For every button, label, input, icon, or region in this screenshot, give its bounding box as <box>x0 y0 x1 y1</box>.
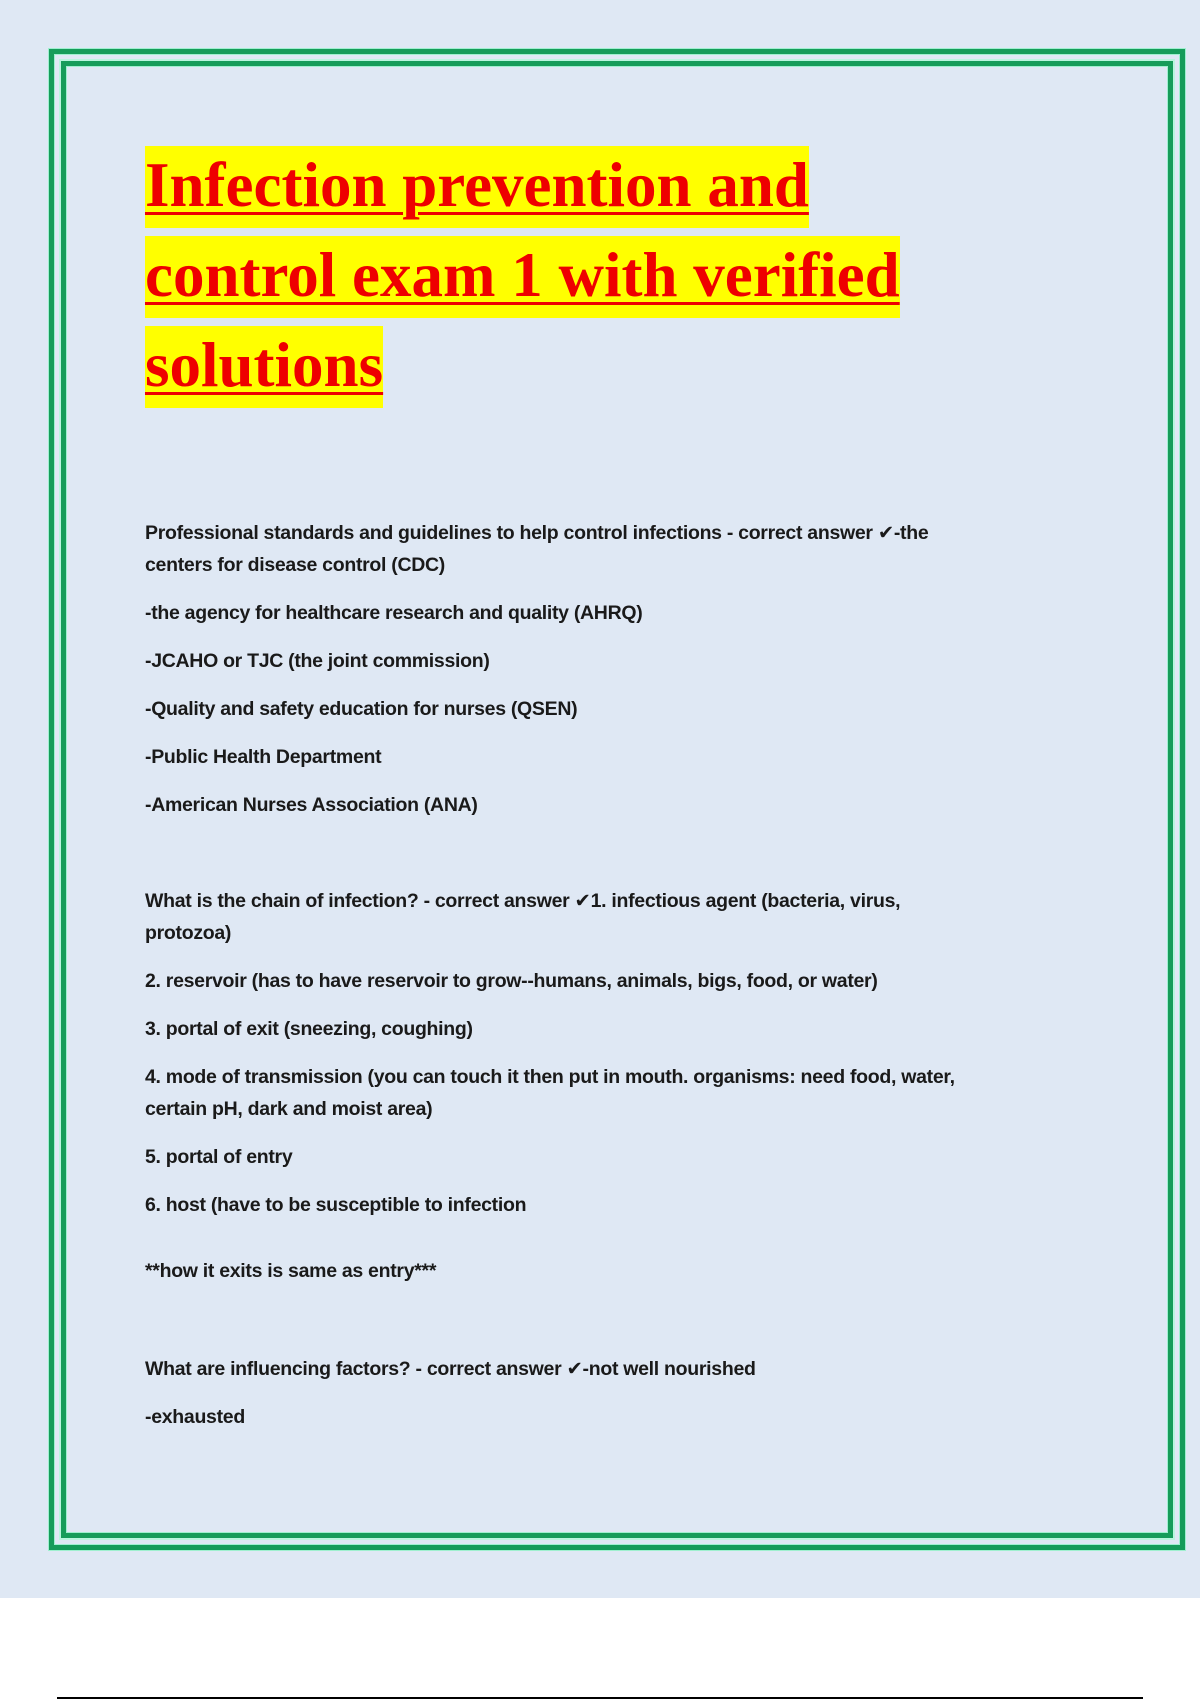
qa-section-influencing-factors <box>145 1353 1085 1433</box>
document-header <box>145 140 1085 410</box>
list-item: 6. host (have to be susceptible to infection <box>145 1194 527 1216</box>
title-line-1: Infection prevention and <box>145 146 809 228</box>
qa-section-standards <box>145 517 1085 821</box>
check-icon: ✔ <box>877 522 894 544</box>
answer-continuation: protozoa) <box>145 922 232 944</box>
question-line <box>145 885 1085 917</box>
qa-section-chain-of-infection <box>145 885 1085 1287</box>
question-text: Professional standards and guidelines to help control infections - correct answer <box>145 522 878 544</box>
title-line-3: solutions <box>145 326 383 408</box>
answer-text: -not well nourished <box>582 1358 756 1380</box>
list-item: -the agency for healthcare research and quality (AHRQ) <box>145 602 643 624</box>
list-item: -Quality and safety education for nurses (QSEN) <box>145 698 578 720</box>
list-item: -JCAHO or TJC (the joint commission) <box>145 650 490 672</box>
title-line-2: control exam 1 with verified <box>145 236 900 318</box>
document-title <box>145 140 1085 410</box>
check-icon: ✔ <box>566 1358 583 1380</box>
check-icon: ✔ <box>574 890 591 912</box>
note-text: **how it exits is same as entry*** <box>145 1260 437 1282</box>
list-item-continuation: certain pH, dark and moist area) <box>145 1098 433 1120</box>
list-item: 2. reservoir (has to have reservoir to grow--humans, animals, bigs, food, or water) <box>145 970 878 992</box>
question-text: What are influencing factors? - correct answer <box>145 1358 567 1380</box>
answer-text: -the <box>893 522 929 544</box>
list-item: 4. mode of transmission (you can touch it then put in mouth. organisms: need food, water, <box>145 1066 955 1088</box>
footer-divider <box>57 1697 1143 1699</box>
question-text: What is the chain of infection? - correct answer <box>145 890 575 912</box>
list-item: -American Nurses Association (ANA) <box>145 794 478 816</box>
answer-continuation: centers for disease control (CDC) <box>145 554 446 576</box>
list-item: 5. portal of entry <box>145 1146 293 1168</box>
question-line <box>145 517 1085 549</box>
answer-text: 1. infectious agent (bacteria, virus, <box>590 890 901 912</box>
list-item: -Public Health Department <box>145 746 382 768</box>
list-item: 3. portal of exit (sneezing, coughing) <box>145 1018 473 1040</box>
question-line <box>145 1353 1085 1385</box>
list-item: -exhausted <box>145 1406 245 1428</box>
